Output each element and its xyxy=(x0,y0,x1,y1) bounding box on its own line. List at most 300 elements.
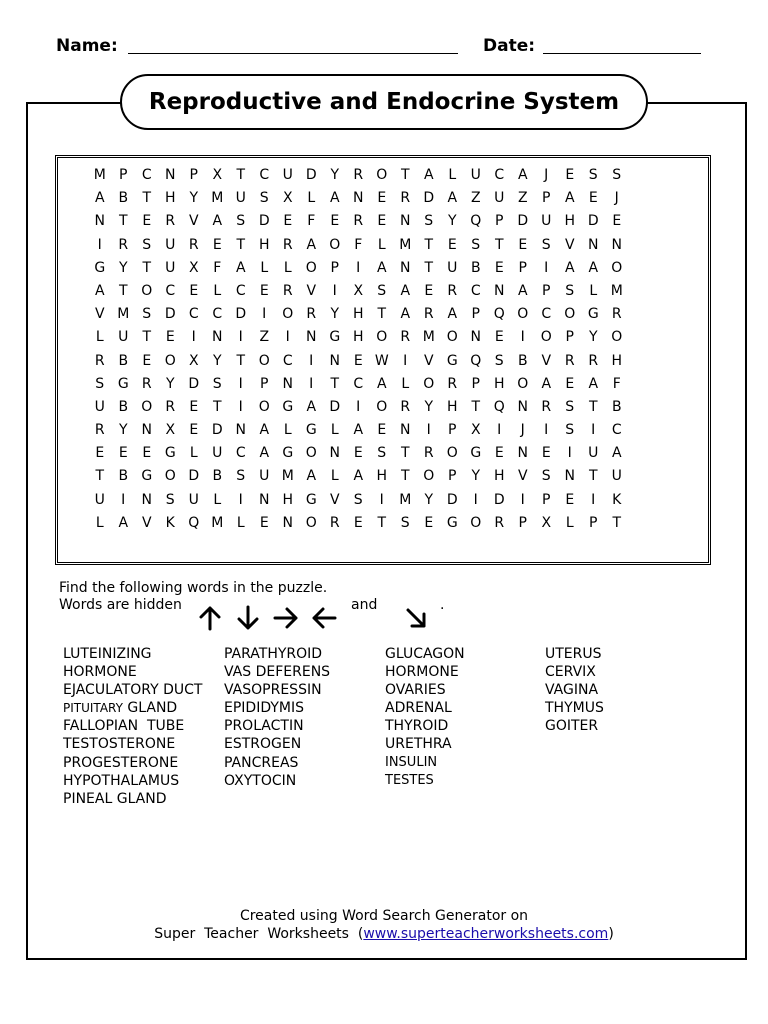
grid-letter: R xyxy=(306,306,317,323)
grid-letter: N xyxy=(306,329,317,346)
grid-letter: B xyxy=(118,190,129,207)
grid-letter: I xyxy=(403,352,408,369)
grid-letter: Q xyxy=(188,514,200,531)
grid-letter: O xyxy=(611,329,623,346)
grid-letter: O xyxy=(164,468,176,485)
grid-row xyxy=(88,234,629,257)
grid-letter: O xyxy=(423,375,435,392)
grid-letter: R xyxy=(447,375,458,392)
grid-letter: U xyxy=(188,491,199,508)
grid-letter: G xyxy=(282,445,294,462)
grid-letter: A xyxy=(541,375,552,392)
grid-letter: I xyxy=(332,282,337,299)
grid-letter: I xyxy=(356,259,361,276)
word-item: ESTROGEN xyxy=(224,736,302,753)
grid-letter: E xyxy=(330,213,340,230)
grid-letter: Y xyxy=(165,375,175,392)
grid-letter: T xyxy=(588,468,598,485)
grid-letter: O xyxy=(376,167,388,183)
grid-letter: P xyxy=(518,514,527,531)
grid-letter: I xyxy=(97,236,102,253)
frame-top-right xyxy=(646,102,745,104)
grid-letter: O xyxy=(258,352,270,369)
grid-letter: E xyxy=(142,213,152,230)
footer-line1: Created using Word Search Generator on xyxy=(239,908,529,924)
grid-letter: R xyxy=(494,514,505,531)
grid-letter: V xyxy=(517,468,528,485)
word-list-column-3 xyxy=(385,645,465,790)
grid-row xyxy=(88,164,629,187)
grid-letter: A xyxy=(400,306,411,323)
grid-letter: A xyxy=(212,213,223,230)
grid-letter: A xyxy=(376,375,387,392)
grid-letter: T xyxy=(612,514,622,531)
word-item: CERVIX xyxy=(545,664,596,681)
grid-letter: C xyxy=(259,167,270,183)
grid-letter: B xyxy=(470,259,481,276)
grid-letter: A xyxy=(564,259,575,276)
grid-letter: E xyxy=(565,491,575,508)
grid-letter: R xyxy=(564,352,575,369)
grid-letter: T xyxy=(377,514,387,531)
grid-letter: F xyxy=(213,259,222,276)
grid-letter: G xyxy=(305,491,317,508)
grid-letter: N xyxy=(329,352,340,369)
grid-letter: K xyxy=(165,514,175,531)
grid-letter: A xyxy=(306,468,317,485)
grid-letter: D xyxy=(423,190,435,207)
grid-letter: Z xyxy=(517,190,528,207)
grid-letter: A xyxy=(94,282,105,299)
grid-letter: O xyxy=(517,306,529,323)
grid-letter: D xyxy=(188,468,200,485)
grid-letter: G xyxy=(329,329,341,346)
grid-letter: R xyxy=(541,398,552,415)
grid-row xyxy=(88,419,629,442)
word-item: ADRENAL xyxy=(385,700,452,717)
grid-letter: C xyxy=(235,445,246,462)
name-blank-line xyxy=(128,53,458,54)
grid-letter: U xyxy=(94,491,105,508)
grid-letter: N xyxy=(141,422,152,439)
grid-letter: X xyxy=(188,259,199,276)
grid-letter: R xyxy=(94,352,105,369)
date-blank-line xyxy=(543,53,701,54)
grid-letter: N xyxy=(588,236,599,253)
grid-letter: I xyxy=(121,491,126,508)
grid-letter: D xyxy=(211,422,223,439)
grid-letter: Z xyxy=(470,190,481,207)
grid-letter: L xyxy=(283,259,292,276)
grid-letter: T xyxy=(400,167,410,183)
grid-letter: I xyxy=(567,445,572,462)
word-item: PROLACTIN xyxy=(224,718,304,735)
grid-letter: N xyxy=(282,514,293,531)
grid-letter: H xyxy=(352,329,364,346)
grid-letter: P xyxy=(518,259,527,276)
grid-row xyxy=(88,210,629,233)
grid-letter: L xyxy=(565,514,574,531)
grid-letter: A xyxy=(353,468,364,485)
grid-letter: E xyxy=(447,236,457,253)
grid-letter: Y xyxy=(330,167,340,183)
grid-letter: Y xyxy=(330,306,340,323)
grid-letter: M xyxy=(610,282,623,299)
grid-letter: E xyxy=(283,213,293,230)
grid-letter: C xyxy=(353,375,364,392)
word-item: HYPOTHALAMUS xyxy=(63,772,180,789)
grid-letter: T xyxy=(377,306,387,323)
grid-letter: T xyxy=(95,468,105,485)
grid-letter: G xyxy=(141,468,153,485)
grid-letter: T xyxy=(471,398,481,415)
grid-letter: H xyxy=(352,306,364,323)
grid-letter: S xyxy=(377,445,387,462)
grid-letter: L xyxy=(283,422,292,439)
grid-letter: V xyxy=(306,282,317,299)
grid-letter: E xyxy=(494,329,504,346)
grid-letter: E xyxy=(541,445,551,462)
grid-letter: X xyxy=(470,422,481,439)
grid-letter: V xyxy=(541,352,552,369)
grid-letter: U xyxy=(282,167,293,183)
grid-letter: V xyxy=(329,491,340,508)
grid-letter: R xyxy=(611,306,622,323)
grid-letter: T xyxy=(118,213,128,230)
grid-letter: E xyxy=(377,190,387,207)
grid-letter: O xyxy=(164,352,176,369)
grid-letter: N xyxy=(517,445,528,462)
grid-row xyxy=(88,465,629,488)
word-item-pituitary-gland xyxy=(63,699,202,717)
grid-letter: V xyxy=(141,514,152,531)
grid-letter: L xyxy=(189,445,198,462)
grid-letter: A xyxy=(447,190,458,207)
grid-letter: T xyxy=(236,236,246,253)
footer-link[interactable]: www.superteacherworksheets.com xyxy=(363,926,609,942)
grid-letter: R xyxy=(353,167,364,183)
grid-letter: R xyxy=(165,213,176,230)
grid-letter: O xyxy=(329,236,341,253)
grid-letter: S xyxy=(424,213,434,230)
grid-letter: A xyxy=(259,445,270,462)
word-item: EJACULATORY DUCT xyxy=(63,682,203,699)
grid-letter: D xyxy=(258,213,270,230)
grid-letter: T xyxy=(236,352,246,369)
grid-letter: N xyxy=(212,329,223,346)
grid-letter: I xyxy=(309,375,314,392)
grid-letter: A xyxy=(376,259,387,276)
grid-letter: G xyxy=(117,375,129,392)
grid-letter: T xyxy=(424,236,434,253)
word-item: TESTOSTERONE xyxy=(63,736,176,753)
word-part: GLAND xyxy=(127,700,178,717)
grid-letter: S xyxy=(565,398,575,415)
word-list-column-2 xyxy=(224,645,330,790)
grid-letter: E xyxy=(353,514,363,531)
grid-letter: E xyxy=(518,236,528,253)
grid-letter: O xyxy=(376,398,388,415)
grid-letter: U xyxy=(235,190,246,207)
grid-letter: T xyxy=(400,445,410,462)
grid-letter: U xyxy=(494,190,505,207)
grid-letter: Y xyxy=(447,213,457,230)
grid-letter: C xyxy=(470,282,481,299)
grid-letter: E xyxy=(212,236,222,253)
grid-letter: S xyxy=(565,282,575,299)
grid-letter: E xyxy=(142,352,152,369)
grid-letter: Y xyxy=(189,190,199,207)
grid-letter: I xyxy=(591,422,596,439)
grid-letter: L xyxy=(213,282,222,299)
grid-letter: T xyxy=(494,236,504,253)
grid-letter: O xyxy=(141,282,153,299)
down-arrow-icon xyxy=(234,604,262,632)
grid-row xyxy=(88,326,629,349)
grid-letter: C xyxy=(141,167,152,183)
grid-letter: M xyxy=(422,329,435,346)
grid-letter: I xyxy=(238,375,243,392)
grid-letter: T xyxy=(142,259,152,276)
left-arrow-icon xyxy=(310,604,338,632)
grid-letter: B xyxy=(212,468,223,485)
grid-letter: E xyxy=(424,514,434,531)
grid-letter: L xyxy=(95,514,104,531)
grid-letter: M xyxy=(399,236,412,253)
grid-letter: J xyxy=(544,167,549,183)
grid-letter: G xyxy=(305,422,317,439)
grid-letter: M xyxy=(399,491,412,508)
grid-letter: W xyxy=(374,352,389,369)
frame-top-left xyxy=(26,102,122,104)
grid-letter: U xyxy=(470,167,481,183)
footer-line2 xyxy=(0,925,768,943)
grid-letter: F xyxy=(612,375,621,392)
grid-letter: U xyxy=(165,236,176,253)
grid-letter: T xyxy=(142,190,152,207)
grid-letter: N xyxy=(400,422,411,439)
word-item: VAGINA xyxy=(545,682,599,699)
word-item: TESTES xyxy=(385,772,434,788)
grid-letter: I xyxy=(520,329,525,346)
grid-letter: I xyxy=(191,329,196,346)
grid-letter: G xyxy=(94,259,106,276)
grid-letter: Z xyxy=(259,329,270,346)
grid-letter: O xyxy=(141,398,153,415)
grid-letter: S xyxy=(377,282,387,299)
grid-letter: G xyxy=(446,514,458,531)
word-item: GLUCAGON xyxy=(385,646,465,662)
grid-letter: S xyxy=(142,306,152,323)
grid-letter: D xyxy=(164,306,176,323)
grid-letter: T xyxy=(118,282,128,299)
grid-letter: R xyxy=(282,282,293,299)
grid-letter: C xyxy=(611,422,622,439)
grid-letter: N xyxy=(494,282,505,299)
grid-letter: U xyxy=(118,329,129,346)
grid-letter: F xyxy=(354,236,363,253)
grid-letter: U xyxy=(588,445,599,462)
grid-letter: R xyxy=(118,236,129,253)
grid-letter: I xyxy=(473,491,478,508)
grid-letter: S xyxy=(236,213,246,230)
grid-letter: N xyxy=(353,190,364,207)
grid-letter: I xyxy=(356,398,361,415)
grid-letter: E xyxy=(165,329,175,346)
grid-letter: B xyxy=(517,352,528,369)
grid-row xyxy=(88,303,629,326)
grid-letter: N xyxy=(611,236,622,253)
word-list-column-4 xyxy=(545,645,604,735)
grid-letter: S xyxy=(95,375,105,392)
word-item: VAS DEFERENS xyxy=(224,664,331,681)
grid-letter: E xyxy=(377,213,387,230)
grid-letter: D xyxy=(329,398,341,415)
grid-letter: D xyxy=(493,491,505,508)
word-item: URETHRA xyxy=(385,736,452,753)
grid-letter: G xyxy=(470,445,482,462)
grid-letter: I xyxy=(238,398,243,415)
instructions-line2: Words are hidden xyxy=(59,597,182,613)
grid-letter: D xyxy=(235,306,247,323)
page-title: Reproductive and Endocrine System xyxy=(148,89,620,115)
grid-letter: P xyxy=(542,491,551,508)
grid-letter: O xyxy=(611,259,623,276)
grid-letter: P xyxy=(189,167,198,183)
grid-letter: I xyxy=(238,491,243,508)
grid-letter: M xyxy=(211,514,224,531)
grid-letter: U xyxy=(447,259,458,276)
grid-letter: S xyxy=(471,236,481,253)
word-item: UTERUS xyxy=(545,646,602,662)
grid-letter: M xyxy=(117,306,130,323)
grid-row xyxy=(88,350,629,373)
grid-letter: O xyxy=(423,468,435,485)
grid-letter: E xyxy=(494,445,504,462)
grid-letter: R xyxy=(141,375,152,392)
grid-letter: P xyxy=(471,306,480,323)
grid-letter: A xyxy=(517,282,528,299)
grid-letter: U xyxy=(541,213,552,230)
word-item: THYROID xyxy=(385,718,449,735)
grid-letter: R xyxy=(400,190,411,207)
grid-letter: D xyxy=(188,375,200,392)
grid-row xyxy=(88,257,629,280)
grid-letter: O xyxy=(446,329,458,346)
grid-letter: N xyxy=(165,167,176,183)
grid-letter: O xyxy=(540,329,552,346)
grid-letter: S xyxy=(259,190,269,207)
grid-letter: M xyxy=(93,167,106,183)
grid-letter: R xyxy=(588,352,599,369)
word-item: GOITER xyxy=(545,718,599,735)
grid-row xyxy=(88,442,629,465)
grid-letter: X xyxy=(282,190,293,207)
date-label: Date: xyxy=(483,36,536,56)
grid-letter: A xyxy=(235,259,246,276)
grid-letter: P xyxy=(589,514,598,531)
grid-letter: R xyxy=(282,236,293,253)
grid-letter: G xyxy=(587,306,599,323)
grid-letter: B xyxy=(118,398,129,415)
grid-letter: E xyxy=(565,167,575,183)
grid-letter: Y xyxy=(471,468,481,485)
grid-letter: S xyxy=(236,468,246,485)
grid-letter: D xyxy=(587,213,599,230)
down-right-arrow-icon xyxy=(402,604,430,632)
grid-letter: A xyxy=(611,445,622,462)
grid-letter: N xyxy=(400,213,411,230)
right-arrow-icon xyxy=(272,604,300,632)
grid-letter: E xyxy=(259,514,269,531)
grid-letter: X xyxy=(188,352,199,369)
grid-letter: S xyxy=(142,236,152,253)
word-item: HORMONE xyxy=(385,664,459,681)
grid-letter: C xyxy=(188,306,199,323)
grid-letter: X xyxy=(212,167,223,183)
grid-letter: I xyxy=(238,329,243,346)
grid-letter: Y xyxy=(118,259,128,276)
grid-letter: P xyxy=(565,329,574,346)
grid-letter: X xyxy=(353,282,364,299)
grid-letter: E xyxy=(189,282,199,299)
grid-row xyxy=(88,280,629,303)
grid-letter: G xyxy=(164,445,176,462)
grid-letter: A xyxy=(423,167,434,183)
grid-letter: E xyxy=(353,352,363,369)
grid-letter: L xyxy=(401,375,410,392)
grid-letter: N xyxy=(94,213,105,230)
grid-letter: H xyxy=(493,468,505,485)
grid-letter: G xyxy=(446,352,458,369)
grid-row xyxy=(88,396,629,419)
grid-letter: J xyxy=(520,422,525,439)
grid-letter: O xyxy=(305,259,317,276)
word-item: HORMONE xyxy=(63,664,137,681)
grid-letter: I xyxy=(309,352,314,369)
grid-letter: R xyxy=(353,213,364,230)
grid-letter: L xyxy=(448,167,457,183)
word-item: LUTEINIZING xyxy=(63,646,152,662)
grid-letter: L xyxy=(589,282,598,299)
grid-letter: O xyxy=(305,514,317,531)
title-banner xyxy=(120,74,648,130)
grid-letter: H xyxy=(282,491,294,508)
grid-letter: U xyxy=(259,468,270,485)
grid-letter: N xyxy=(141,491,152,508)
grid-letter: L xyxy=(236,514,245,531)
grid-letter: H xyxy=(611,352,623,369)
grid-letter: E xyxy=(189,422,199,439)
grid-letter: C xyxy=(494,167,505,183)
instructions-and: and xyxy=(351,597,378,613)
grid-letter: V xyxy=(94,306,105,323)
word-item: EPIDIDYMIS xyxy=(224,700,304,717)
grid-letter: L xyxy=(260,259,269,276)
grid-letter: G xyxy=(282,398,294,415)
grid-letter: N xyxy=(259,491,270,508)
grid-letter: E xyxy=(95,445,105,462)
grid-letter: R xyxy=(94,422,105,439)
grid-letter: A xyxy=(329,190,340,207)
grid-letter: P xyxy=(448,468,457,485)
name-label: Name: xyxy=(56,36,118,56)
grid-letter: U xyxy=(611,468,622,485)
grid-letter: N xyxy=(470,329,481,346)
grid-letter: A xyxy=(517,167,528,183)
grid-letter: V xyxy=(188,213,199,230)
grid-letter: C xyxy=(165,282,176,299)
